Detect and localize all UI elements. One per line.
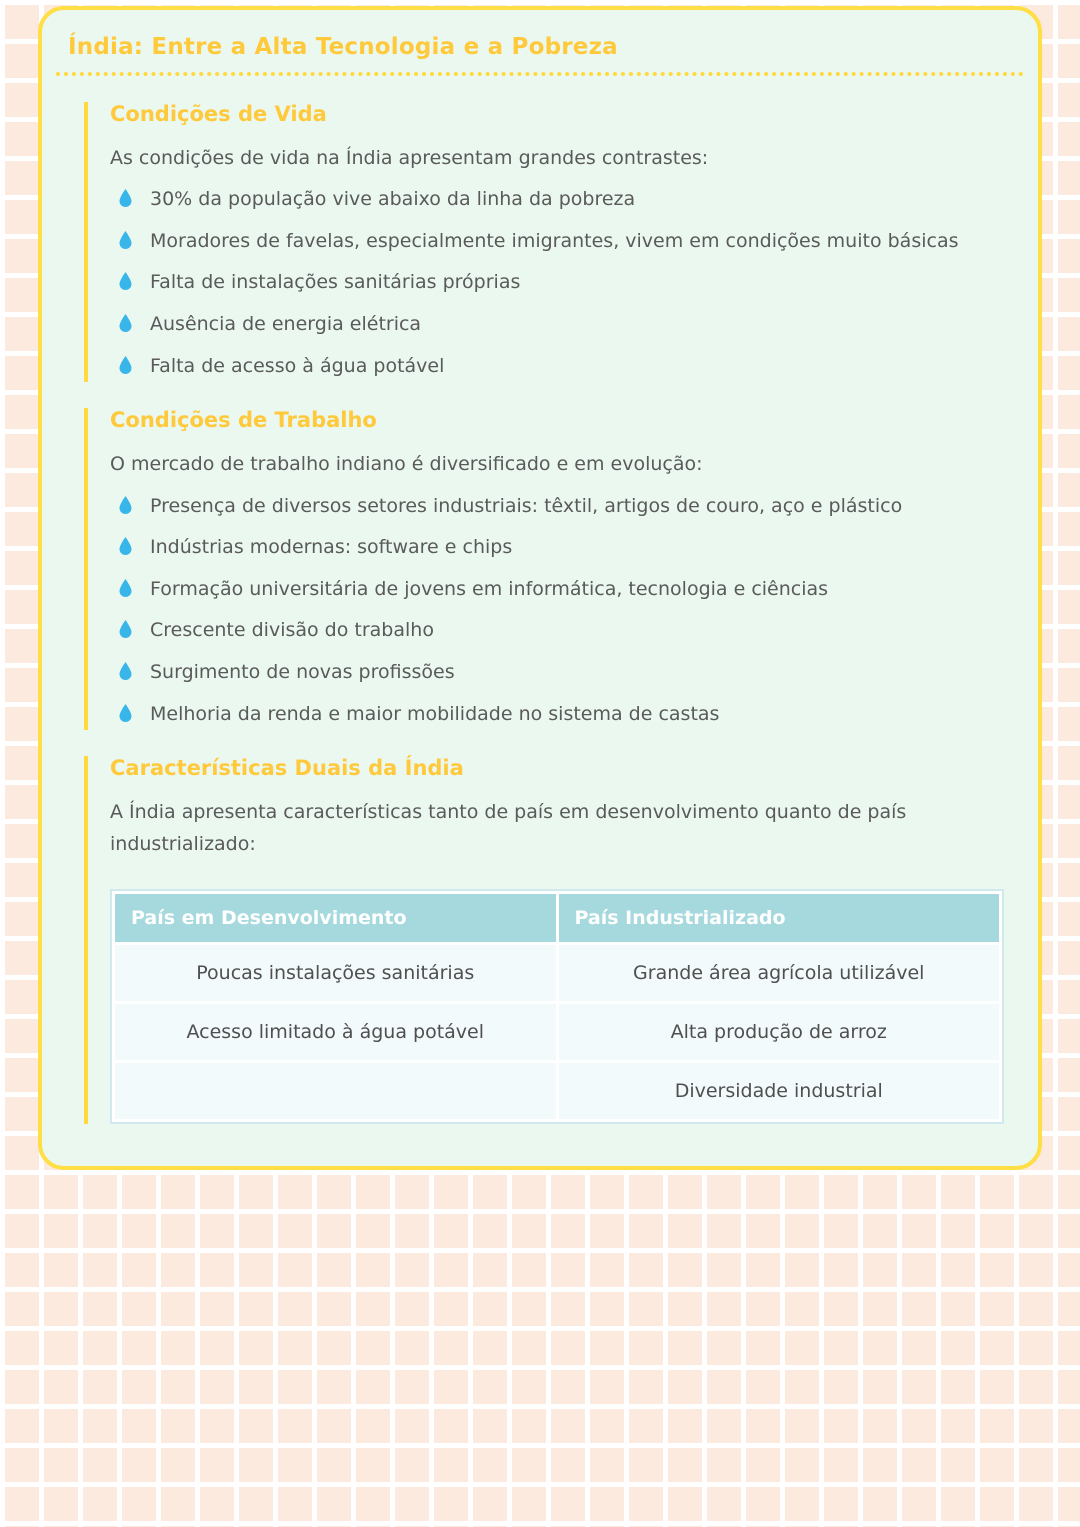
water-drop-icon	[118, 703, 133, 731]
section-intro: As condições de vida na Índia apresentam grandes contrastes:	[110, 147, 709, 169]
section-heading: Características Duais da Índia	[110, 756, 464, 781]
list-item-text: Presença de diversos setores industriais: têxtil, artigos de couro, aço e plástico	[150, 494, 903, 517]
dual-characteristics-table	[110, 889, 1004, 1124]
water-drop-icon	[118, 536, 133, 564]
list-item-text: Crescente divisão do trabalho	[150, 619, 434, 642]
list-item-text: Melhoria da renda e maior mobilidade no sistema de castas	[150, 702, 720, 725]
list-item	[110, 659, 1002, 689]
section-caracteristicas-duais	[84, 756, 1002, 1124]
table-cell: Diversidade industrial	[559, 1063, 1000, 1119]
table-cell: Poucas instalações sanitárias	[115, 945, 556, 1001]
title-dotted-divider	[56, 72, 1024, 76]
list-item	[110, 701, 1002, 731]
section-heading: Condições de Trabalho	[110, 408, 377, 433]
list-item	[110, 534, 1002, 564]
table-cell: Alta produção de arroz	[559, 1004, 1000, 1060]
list-item	[110, 269, 1002, 299]
section-heading: Condições de Vida	[110, 102, 327, 126]
page-title: Índia: Entre a Alta Tecnologia e a Pobreza	[68, 34, 618, 60]
water-drop-icon	[118, 619, 133, 647]
list-item	[110, 617, 1002, 647]
list-item-text: 30% da população vive abaixo da linha da pobreza	[150, 188, 636, 211]
list-item	[110, 576, 1002, 606]
list-item-text: Falta de acesso à água potável	[150, 354, 445, 377]
water-drop-icon	[118, 313, 133, 341]
page-background	[0, 6, 1080, 1527]
list-item	[110, 353, 1002, 383]
water-drop-icon	[118, 495, 133, 523]
bullet-list	[110, 493, 1002, 731]
table-header-row	[115, 894, 999, 942]
table-cell	[115, 1063, 556, 1119]
section-condicoes-de-trabalho	[84, 408, 1002, 730]
table-cell: Acesso limitado à água potável	[115, 1004, 556, 1060]
table-header-cell: País Industrializado	[559, 894, 1000, 942]
notes-card	[38, 6, 1042, 1170]
table-cell: Grande área agrícola utilizável	[559, 945, 1000, 1001]
list-item	[110, 311, 1002, 341]
water-drop-icon	[118, 661, 133, 689]
bullet-list	[110, 186, 1002, 382]
list-item	[110, 186, 1002, 216]
sections-container	[42, 102, 1038, 1124]
water-drop-icon	[118, 578, 133, 606]
table-row	[115, 1004, 999, 1060]
water-drop-icon	[118, 230, 133, 258]
section-condicoes-de-vida	[84, 102, 1002, 382]
table-header-cell: País em Desenvolvimento	[115, 894, 556, 942]
water-drop-icon	[118, 188, 133, 216]
water-drop-icon	[118, 271, 133, 299]
water-drop-icon	[118, 355, 133, 383]
list-item	[110, 228, 1002, 258]
list-item-text: Ausência de energia elétrica	[150, 313, 422, 336]
list-item-text: Moradores de favelas, especialmente imigrantes, vivem em condições muito básicas	[150, 229, 959, 252]
section-intro: O mercado de trabalho indiano é diversificado e em evolução:	[110, 453, 703, 476]
section-intro: A Índia apresenta características tanto de país em desenvolvimento quanto de país industrializado:	[110, 801, 907, 856]
table-row	[115, 1063, 999, 1119]
list-item	[110, 493, 1002, 523]
table-row	[115, 945, 999, 1001]
list-item-text: Surgimento de novas profissões	[150, 660, 455, 683]
list-item-text: Formação universitária de jovens em informática, tecnologia e ciências	[150, 577, 829, 600]
list-item-text: Indústrias modernas: software e chips	[150, 536, 513, 559]
list-item-text: Falta de instalações sanitárias próprias	[150, 271, 521, 294]
